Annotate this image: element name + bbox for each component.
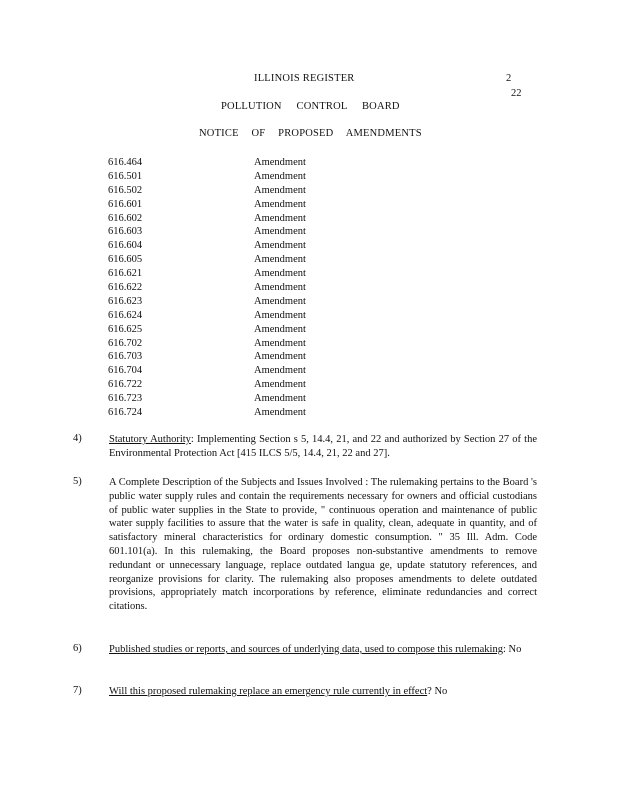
section-row xyxy=(108,281,328,295)
section-action: Amendment xyxy=(254,198,306,210)
section-number: 616.723 xyxy=(108,393,143,405)
register-title: ILLINOIS REGISTER xyxy=(254,73,355,84)
section-action: Amendment xyxy=(254,240,306,252)
section-row xyxy=(108,156,328,170)
section-action: Amendment xyxy=(254,337,306,349)
item-number: 7) xyxy=(73,685,82,696)
section-number: 616.724 xyxy=(108,407,143,419)
section-row xyxy=(108,295,328,309)
section-row xyxy=(108,184,328,198)
section-action: Amendment xyxy=(254,254,306,266)
item-number: 5) xyxy=(73,476,82,487)
section-number: 616.603 xyxy=(108,226,143,238)
section-row xyxy=(108,350,328,364)
item-body xyxy=(109,643,537,657)
section-action: Amendment xyxy=(254,309,306,321)
section-action: Amendment xyxy=(254,157,306,168)
item-label: Published studies or reports, and sources of underlying data, used to compose this rulemaking xyxy=(109,644,503,655)
section-row xyxy=(108,392,328,406)
item-answer: ? No xyxy=(427,686,448,697)
section-action: Amendment xyxy=(254,365,306,377)
item-number: 6) xyxy=(73,643,82,654)
section-action: Amendment xyxy=(254,184,306,196)
section-number: 616.604 xyxy=(108,240,143,252)
section-number: 616.704 xyxy=(108,365,143,377)
section-action: Amendment xyxy=(254,282,306,294)
section-action: Amendment xyxy=(254,170,306,182)
section-number: 616.623 xyxy=(108,295,143,307)
page-number: 2 xyxy=(506,73,512,84)
section-action: Amendment xyxy=(254,212,306,224)
section-number: 616.602 xyxy=(108,212,143,224)
item-answer: : No xyxy=(502,644,522,655)
section-row xyxy=(108,253,328,267)
section-number: 616.625 xyxy=(108,323,143,335)
section-number: 616.622 xyxy=(108,282,143,294)
section-row xyxy=(108,337,328,351)
section-row xyxy=(108,406,328,420)
item-number: 4) xyxy=(73,433,82,444)
board-title: POLLUTION CONTROL BOARD xyxy=(221,101,400,112)
section-row xyxy=(108,309,328,323)
item-label: Statutory Authority xyxy=(109,434,191,445)
section-row xyxy=(108,198,328,212)
section-number: 616.501 xyxy=(108,170,143,182)
section-number: 616.702 xyxy=(108,337,143,349)
section-action: Amendment xyxy=(254,323,306,335)
item-label: Will this proposed rulemaking replace an emergency rule currently in effect xyxy=(109,686,428,697)
item-text: : Implementing Section s 5, 14.4, 21, and 22 and authorized by Section 27 of the Environmental Protection Act [415 ILCS 5/5, 14.4, 21, 22 and 27]. xyxy=(109,434,538,459)
item-body xyxy=(109,433,537,461)
item-text: A Complete Description of the Subjects and Issues Involved : The rulemaking pertains to the Board 's public water supply rules and contain the requirements necessary for owners and official custodians of public water supplies in the State to provide, " continuous operation and maintenance of public water supply facilities to assure that the water is safe in quality, clean, adequate in quantity, and of satisfactory mineral characteristics for ordinary domestic consumption. " 35 Ill. Adm. Code 601.101(a). In this rulemaking, the Board proposes non-substantive amendments to remove redundant or unnecessary language, replace outdated langua ge, update statutory references, and reorganize provisions for clarity. The rulemaking also proposes amendments to delete outdated provisions, appropriately match incorporations by reference, eliminate redundancies and correct citations. xyxy=(109,477,537,613)
section-row xyxy=(108,170,328,184)
section-action: Amendment xyxy=(254,379,306,391)
section-row xyxy=(108,225,328,239)
section-list xyxy=(108,156,328,420)
section-action: Amendment xyxy=(254,226,306,238)
section-number: 616.722 xyxy=(108,379,143,391)
section-action: Amendment xyxy=(254,351,306,363)
page-subnumber: 22 xyxy=(511,88,522,99)
section-number: 616.621 xyxy=(108,268,143,280)
section-number: 616.624 xyxy=(108,309,143,321)
section-row xyxy=(108,267,328,281)
section-row xyxy=(108,378,328,392)
section-number: 616.601 xyxy=(108,198,143,210)
section-number: 616.464 xyxy=(108,157,143,168)
section-row xyxy=(108,323,328,337)
section-row xyxy=(108,239,328,253)
section-action: Amendment xyxy=(254,268,306,280)
section-row xyxy=(108,364,328,378)
section-action: Amendment xyxy=(254,295,306,307)
section-action: Amendment xyxy=(254,393,306,405)
section-number: 616.703 xyxy=(108,351,143,363)
section-number: 616.605 xyxy=(108,254,143,266)
section-action: Amendment xyxy=(254,407,306,419)
section-number: 616.502 xyxy=(108,184,143,196)
item-body xyxy=(109,685,537,699)
section-row xyxy=(108,212,328,226)
notice-title: NOTICE OF PROPOSED AMENDMENTS xyxy=(199,128,422,139)
